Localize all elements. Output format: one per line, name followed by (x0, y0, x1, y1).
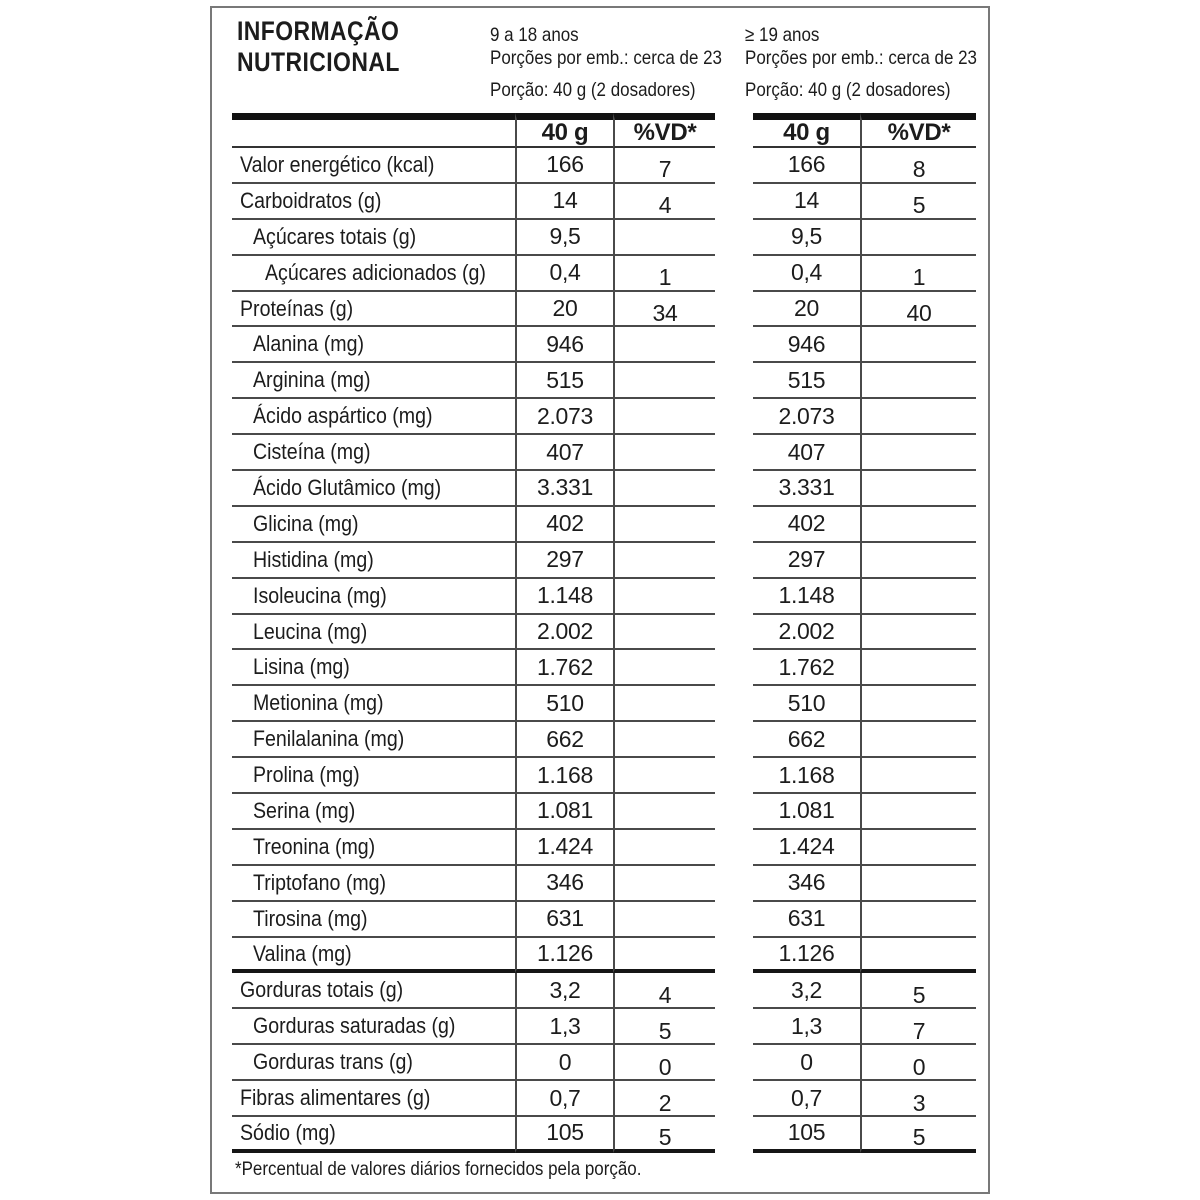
table-gap (715, 938, 753, 974)
age-group-header-19plus (745, 24, 995, 102)
table-row (232, 220, 976, 256)
table-gap (715, 256, 753, 292)
table-gap (715, 1117, 753, 1153)
amount-value-9-18: 510 (546, 689, 584, 716)
dv-value-19plus: 7 (912, 1017, 926, 1044)
nutrient-label: Histidina (mg) (253, 546, 374, 572)
amount-value-19plus: 14 (794, 187, 819, 214)
portion-size-19plus: Porção: 40 g (2 dosadores) (745, 79, 951, 101)
amount-value-9-18: 662 (546, 725, 584, 752)
title-line-2: NUTRICIONAL (237, 47, 400, 77)
table-gap (715, 1081, 753, 1117)
nutrient-label: Isoleucina (mg) (253, 582, 387, 608)
nutrient-label: Serina (mg) (253, 797, 356, 823)
amount-value-9-18: 3.331 (536, 474, 594, 501)
amount-value-19plus: 166 (787, 151, 826, 178)
amount-value-19plus: 0 (800, 1048, 813, 1075)
nutrient-label: Arginina (mg) (253, 367, 371, 393)
nutrient-label: Ácido aspártico (mg) (253, 403, 433, 429)
dv-value-9-18: 34 (652, 300, 678, 326)
table-row (232, 292, 976, 328)
amount-value-9-18: 1.081 (536, 797, 594, 824)
amount-value-19plus: 9,5 (790, 223, 823, 250)
table-row (232, 938, 976, 974)
dv-value-19plus: 0 (912, 1053, 926, 1080)
table-gap (715, 1045, 753, 1081)
dv-value-19plus: 3 (912, 1089, 926, 1116)
nutrient-label: Triptofano (mg) (253, 869, 387, 895)
nutrient-label: Valina (mg) (253, 940, 352, 966)
nutrient-label: Carboidratos (g) (240, 187, 382, 213)
nutrition-label-frame (210, 6, 990, 1194)
amount-value-19plus: 3,2 (790, 976, 823, 1003)
dv-value-9-18: 5 (658, 1124, 672, 1151)
amount-value-9-18: 1.168 (536, 761, 594, 788)
nutrient-label: Fibras alimentares (g) (240, 1085, 431, 1111)
table-gap (715, 650, 753, 686)
table-row (232, 686, 976, 722)
nutrient-label: Cisteína (mg) (253, 439, 371, 465)
table-gap (715, 471, 753, 507)
table-gap (715, 686, 753, 722)
portion-size-9-18: Porção: 40 g (2 dosadores) (490, 79, 696, 101)
dv-value-19plus: 5 (912, 1124, 926, 1151)
table-gap (715, 184, 753, 220)
nutrient-label: Alanina (mg) (253, 331, 364, 357)
nutrient-label: Lisina (mg) (253, 654, 350, 680)
amount-value-19plus: 2.002 (778, 618, 835, 645)
dv-value-9-18: 0 (658, 1053, 672, 1080)
servings-per-pack-19plus: Porções por emb.: cerca de 23 (745, 47, 977, 69)
amount-value-9-18: 297 (546, 546, 584, 573)
servings-per-pack-9-18: Porções por emb.: cerca de 23 (490, 47, 722, 69)
dv-value-9-18: 4 (658, 192, 672, 219)
age-range-19plus: ≥ 19 anos (745, 24, 820, 46)
amount-value-9-18: 946 (546, 330, 584, 357)
table-row (232, 148, 976, 184)
table-row (232, 507, 976, 543)
footnote: *Percentual de valores diários fornecidos pela porção. (235, 1158, 642, 1180)
table-gap (715, 507, 753, 543)
amount-value-19plus: 1.762 (778, 653, 835, 680)
dv-value-19plus: 1 (912, 264, 926, 291)
amount-value-19plus: 662 (787, 725, 826, 752)
nutrient-label: Leucina (mg) (253, 618, 368, 644)
amount-value-19plus: 1.126 (778, 940, 835, 967)
dv-value-9-18: 7 (658, 156, 672, 183)
table-gap (715, 543, 753, 579)
amount-value-19plus: 3.331 (778, 474, 835, 501)
table-row (232, 650, 976, 686)
amount-value-9-18: 0 (558, 1048, 572, 1075)
table-row (232, 543, 976, 579)
dv-value-9-18: 4 (658, 981, 672, 1008)
amount-value-19plus: 0,4 (790, 259, 823, 286)
amount-value-9-18: 2.073 (536, 402, 594, 429)
amount-value-19plus: 1.168 (778, 761, 835, 788)
table-gap (715, 794, 753, 830)
table-row (232, 830, 976, 866)
nutrient-label: Metionina (mg) (253, 690, 384, 716)
table-gap (715, 113, 753, 148)
table-row (232, 184, 976, 220)
amount-value-9-18: 631 (546, 905, 584, 932)
amount-value-9-18: 20 (552, 295, 578, 321)
amount-value-9-18: 402 (546, 510, 584, 537)
age-range-9-18: 9 a 18 anos (490, 24, 579, 46)
table-gap (715, 902, 753, 938)
table-row (232, 758, 976, 794)
col-header-dv-9-18: %VD* (633, 119, 697, 146)
amount-value-19plus: 346 (787, 869, 826, 896)
amount-value-19plus: 407 (787, 438, 826, 465)
amount-value-9-18: 14 (552, 187, 578, 214)
table-gap (715, 722, 753, 758)
amount-value-19plus: 402 (787, 510, 826, 537)
amount-value-9-18: 407 (546, 438, 584, 465)
amount-value-9-18: 3,2 (549, 976, 581, 1003)
dv-value-19plus: 5 (912, 192, 926, 219)
table-row (232, 866, 976, 902)
amount-value-19plus: 1.148 (778, 582, 835, 609)
dv-value-19plus: 8 (912, 156, 926, 183)
dv-value-19plus: 40 (906, 300, 932, 326)
table-gap (715, 148, 753, 184)
nutrient-label: Treonina (mg) (253, 833, 376, 859)
nutrient-label: Açúcares totais (g) (253, 223, 417, 249)
table-gap (715, 866, 753, 902)
amount-value-19plus: 1.424 (778, 833, 835, 860)
amount-value-9-18: 9,5 (549, 223, 581, 250)
amount-value-19plus: 946 (787, 330, 826, 357)
table-body (232, 148, 976, 1153)
col-header-amount-9-18: 40 g (541, 119, 589, 146)
table-row (232, 471, 976, 507)
table-row (232, 579, 976, 615)
table-gap (715, 220, 753, 256)
amount-value-9-18: 1,3 (549, 1012, 581, 1039)
amount-value-19plus: 515 (787, 366, 826, 393)
amount-value-9-18: 105 (546, 1119, 584, 1146)
dv-value-9-18: 2 (658, 1089, 672, 1116)
table-row (232, 615, 976, 651)
table-row (232, 973, 976, 1009)
amount-value-19plus: 510 (787, 689, 826, 716)
amount-value-19plus: 297 (787, 546, 826, 573)
table-gap (715, 830, 753, 866)
nutrient-label: Glicina (mg) (253, 510, 359, 536)
amount-value-9-18: 515 (546, 366, 584, 393)
amount-value-19plus: 2.073 (778, 402, 835, 429)
age-group-header-9-18 (490, 24, 740, 102)
table-gap (715, 1009, 753, 1045)
amount-value-9-18: 1.762 (536, 653, 594, 680)
amount-value-9-18: 166 (546, 151, 584, 178)
col-header-dv-19plus: %VD* (887, 119, 951, 146)
amount-value-19plus: 0,7 (790, 1084, 823, 1111)
amount-value-19plus: 20 (794, 295, 819, 321)
col-header-amount-19plus: 40 g (783, 119, 830, 146)
table-gap (715, 579, 753, 615)
amount-value-19plus: 1.081 (778, 797, 835, 824)
nutrient-label: Valor energético (kcal) (240, 151, 435, 177)
nutrient-label: Açúcares adicionados (g) (265, 259, 486, 285)
dv-value-9-18: 1 (658, 264, 672, 291)
amount-value-19plus: 1,3 (790, 1012, 823, 1039)
table-gap (715, 435, 753, 471)
table-row (232, 256, 976, 292)
title-line-1: INFORMAÇÃO (237, 16, 400, 46)
table-row (232, 1045, 976, 1081)
header-empty-cell (232, 113, 515, 148)
amount-value-9-18: 346 (546, 869, 584, 896)
table-gap (715, 292, 753, 328)
amount-value-9-18: 1.126 (536, 940, 594, 967)
nutrient-label: Gorduras trans (g) (253, 1049, 413, 1075)
table-row (232, 722, 976, 758)
amount-value-19plus: 105 (787, 1119, 826, 1146)
label-title (237, 16, 428, 78)
nutrition-tables (232, 113, 976, 1153)
nutrient-label: Gorduras totais (g) (240, 977, 404, 1003)
nutrient-label: Proteínas (g) (240, 295, 354, 321)
table-gap (715, 327, 753, 363)
nutrient-label: Ácido Glutâmico (mg) (253, 474, 442, 500)
amount-value-9-18: 2.002 (536, 618, 594, 645)
amount-value-9-18: 1.424 (536, 833, 594, 860)
amount-value-9-18: 1.148 (536, 582, 594, 609)
table-row (232, 902, 976, 938)
nutrient-label: Prolina (mg) (253, 762, 360, 788)
table-gap (715, 758, 753, 794)
table-row (232, 435, 976, 471)
table-row (232, 1081, 976, 1117)
amount-value-9-18: 0,4 (549, 259, 581, 286)
dv-value-19plus: 5 (912, 981, 926, 1008)
table-gap (715, 973, 753, 1009)
table-gap (715, 615, 753, 651)
amount-value-9-18: 0,7 (549, 1084, 581, 1111)
dv-value-9-18: 5 (658, 1017, 672, 1044)
table-row (232, 399, 976, 435)
amount-value-19plus: 631 (787, 905, 826, 932)
nutrient-label: Tirosina (mg) (253, 905, 368, 931)
table-row (232, 794, 976, 830)
table-row (232, 1117, 976, 1153)
table-row (232, 363, 976, 399)
table-row (232, 1009, 976, 1045)
nutrient-label: Fenilalanina (mg) (253, 726, 405, 752)
table-row (232, 327, 976, 363)
table-gap (715, 399, 753, 435)
table-header-row (232, 113, 976, 148)
nutrient-label: Gorduras saturadas (g) (253, 1013, 456, 1039)
nutrient-label: Sódio (mg) (240, 1119, 336, 1145)
table-gap (715, 363, 753, 399)
